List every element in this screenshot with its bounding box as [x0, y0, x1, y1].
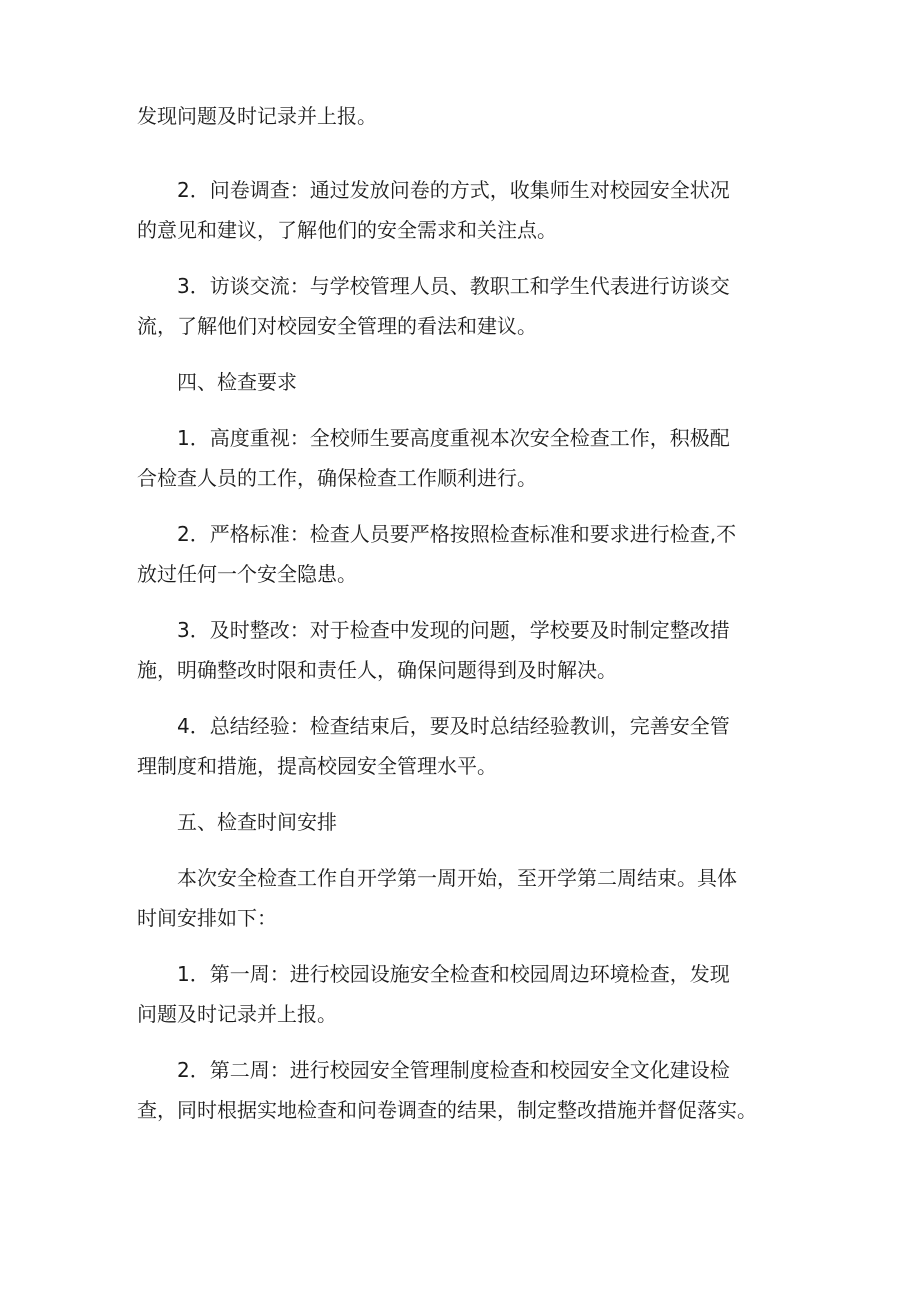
section-heading-requirements: [137, 362, 797, 402]
text-line: 流，了解他们对校园安全管理的看法和建议。: [137, 314, 537, 338]
text-line: 1．高度重视：全校师生要高度重视本次安全检查工作，积极配: [177, 426, 730, 450]
text-line: 问题及时记录并上报。: [137, 1002, 337, 1026]
paragraph-week-one: [137, 954, 797, 1034]
text-line: 的意见和建议，了解他们的安全需求和关注点。: [137, 218, 557, 242]
text-line: 1．第一周：进行校园设施安全检查和校园周边环境检查，发现: [177, 962, 730, 986]
paragraph-week-two: [137, 1050, 797, 1130]
paragraph-questionnaire: [137, 170, 797, 250]
paragraph-schedule-intro: [137, 858, 797, 938]
heading-text: 四、检查要求: [177, 370, 297, 394]
text-line: 2．严格标准：检查人员要严格按照检查标准和要求进行检查,不: [177, 522, 737, 546]
paragraph-standards: [137, 514, 797, 594]
paragraph-rectification: [137, 610, 797, 690]
paragraph-interview: [137, 266, 797, 346]
text-line: 2．第二周：进行校园安全管理制度检查和校园安全文化建设检: [177, 1058, 730, 1082]
text-line: 理制度和措施，提高校园安全管理水平。: [137, 754, 497, 778]
text-line: 发现问题及时记录并上报。: [137, 104, 377, 128]
paragraph-continuation: [137, 96, 797, 136]
text-line: 3．及时整改：对于检查中发现的问题，学校要及时制定整改措: [177, 618, 730, 642]
text-line: 4．总结经验：检查结束后，要及时总结经验教训，完善安全管: [177, 714, 730, 738]
paragraph-summary: [137, 706, 797, 786]
text-line: 3．访谈交流：与学校管理人员、教职工和学生代表进行访谈交: [177, 274, 730, 298]
text-line: 查，同时根据实地检查和问卷调查的结果，制定整改措施并督促落实。: [137, 1098, 757, 1122]
text-line: 2．问卷调查：通过发放问卷的方式，收集师生对校园安全状况: [177, 178, 730, 202]
text-line: 时间安排如下：: [137, 906, 277, 930]
text-line: 放过任何一个安全隐患。: [137, 562, 357, 586]
paragraph-attention: [137, 418, 797, 498]
heading-text: 五、检查时间安排: [177, 810, 337, 834]
document-body: [137, 96, 797, 1146]
text-line: 合检查人员的工作，确保检查工作顺利进行。: [137, 466, 537, 490]
text-line: 本次安全检查工作自开学第一周开始，至开学第二周结束。具体: [177, 866, 737, 890]
section-heading-schedule: [137, 802, 797, 842]
text-line: 施，明确整改时限和责任人，确保问题得到及时解决。: [137, 658, 617, 682]
